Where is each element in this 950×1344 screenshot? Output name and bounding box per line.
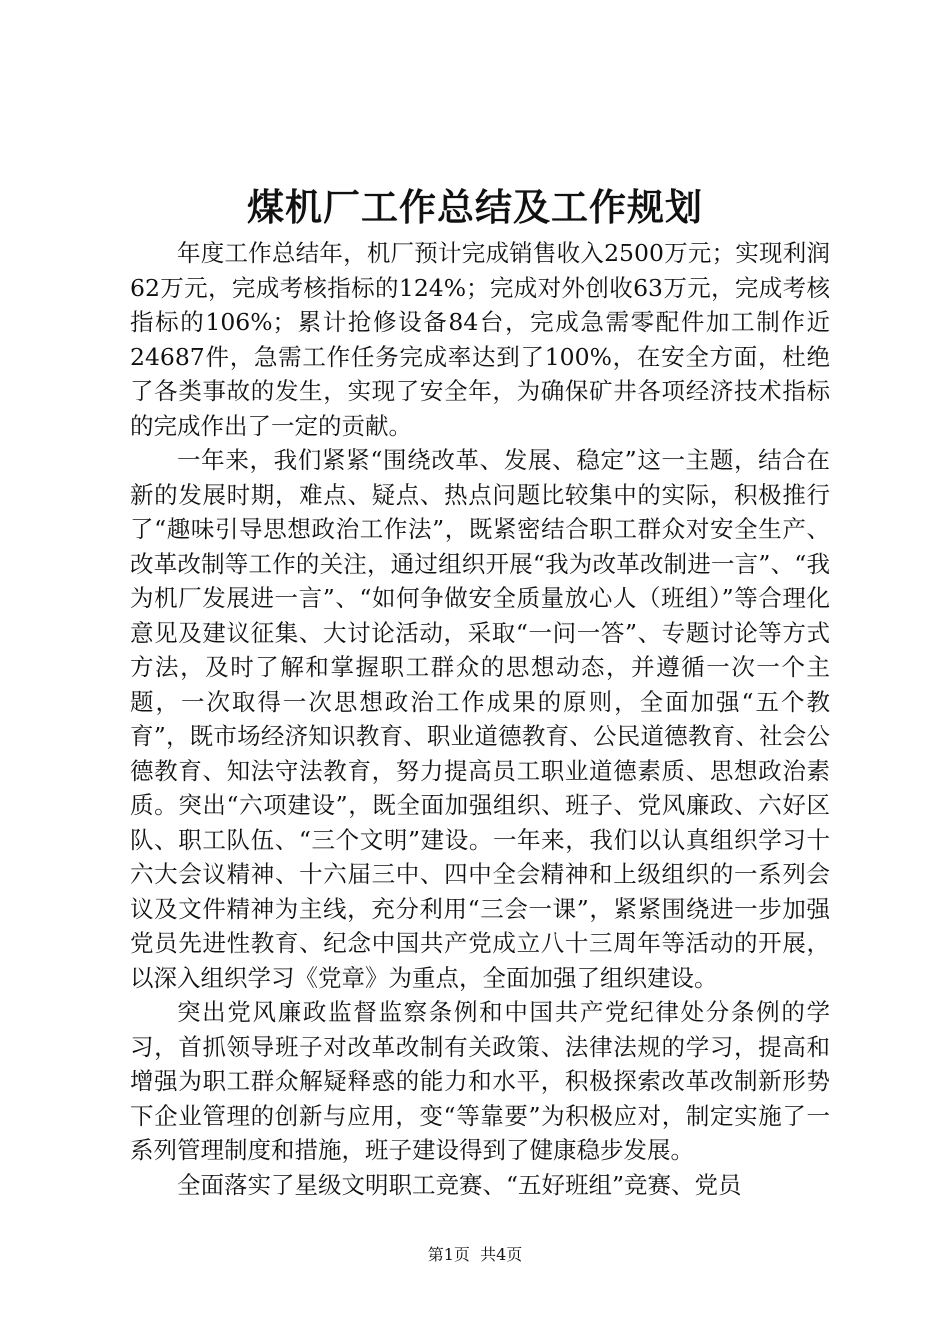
- page-footer: [0, 1244, 950, 1266]
- page-total: 共4页: [480, 1245, 523, 1264]
- page-title: 煤机厂工作总结及工作规划: [247, 185, 703, 229]
- paragraph-2: 一年来，我们紧紧“围绕改革、发展、稳定”这一主题，结合在新的发展时期，难点、疑点、热点问题比较集中的实际，积极推行了“趣味引导思想政治工作法”，既紧密结合职工群众对安全生产、改革改制等工作的关注，通过组织开展“我为改革改制进一言”、“我为机厂发展进一言”、“如何争做安全质量放心人（班组）”等合理化意见及建议征集、大讨论活动，采取“一问一答”、专题讨论等方式方法，及时了解和掌握职工群众的思想动态，并遵循一次一个主题，一次取得一次思想政治工作成果的原则，全面加强“五个教育”，既市场经济知识教育、职业道德教育、公民道德教育、社会公德教育、知法守法教育，努力提高员工职业道德素质、思想政治素质。突出“六项建设”，既全面加强组织、班子、党风廉政、六好区队、职工队伍、“三个文明”建设。一年来，我们以认真组织学习十六大会议精神、十六届三中、四中全会精神和上级组织的一系列会议及文件精神为主线，充分利用“三会一课”，紧紧围绕进一步加强党员先进性教育、纪念中国共产党成立八十三周年等活动的开展，以深入组织学习《党章》为重点，全面加强了组织建设。: [130, 446, 830, 992]
- paragraph-4: 全面落实了星级文明职工竞赛、“五好班组”竞赛、党员: [177, 1170, 742, 1199]
- paragraph-1: 年度工作总结年，机厂预计完成销售收入2500万元；实现利润62万元，完成考核指标的124%；完成对外创收63万元，完成考核指标的106%；累计抢修设备84台，完成急需零配件加工制作近24687件，急需工作任务完成率达到了100%，在安全方面，杜绝了各类事故的发生，实现了安全年，为确保矿井各项经济技术指标的完成作出了一定的贡献。: [130, 239, 830, 440]
- paragraph-3: 突出党风廉政监督监察条例和中国共产党纪律处分条例的学习，首抓领导班子对改革改制有关政策、法律法规的学习，提高和增强为职工群众解疑释惑的能力和水平，积极探索改革改制新形势下企业管理的创新与应用，变“等靠要”为积极应对，制定实施了一系列管理制度和措施，班子建设得到了健康稳步发展。: [130, 998, 830, 1164]
- footer-separator: [470, 1245, 480, 1264]
- document-body: [130, 236, 830, 1202]
- page-number: 第1页: [427, 1245, 470, 1264]
